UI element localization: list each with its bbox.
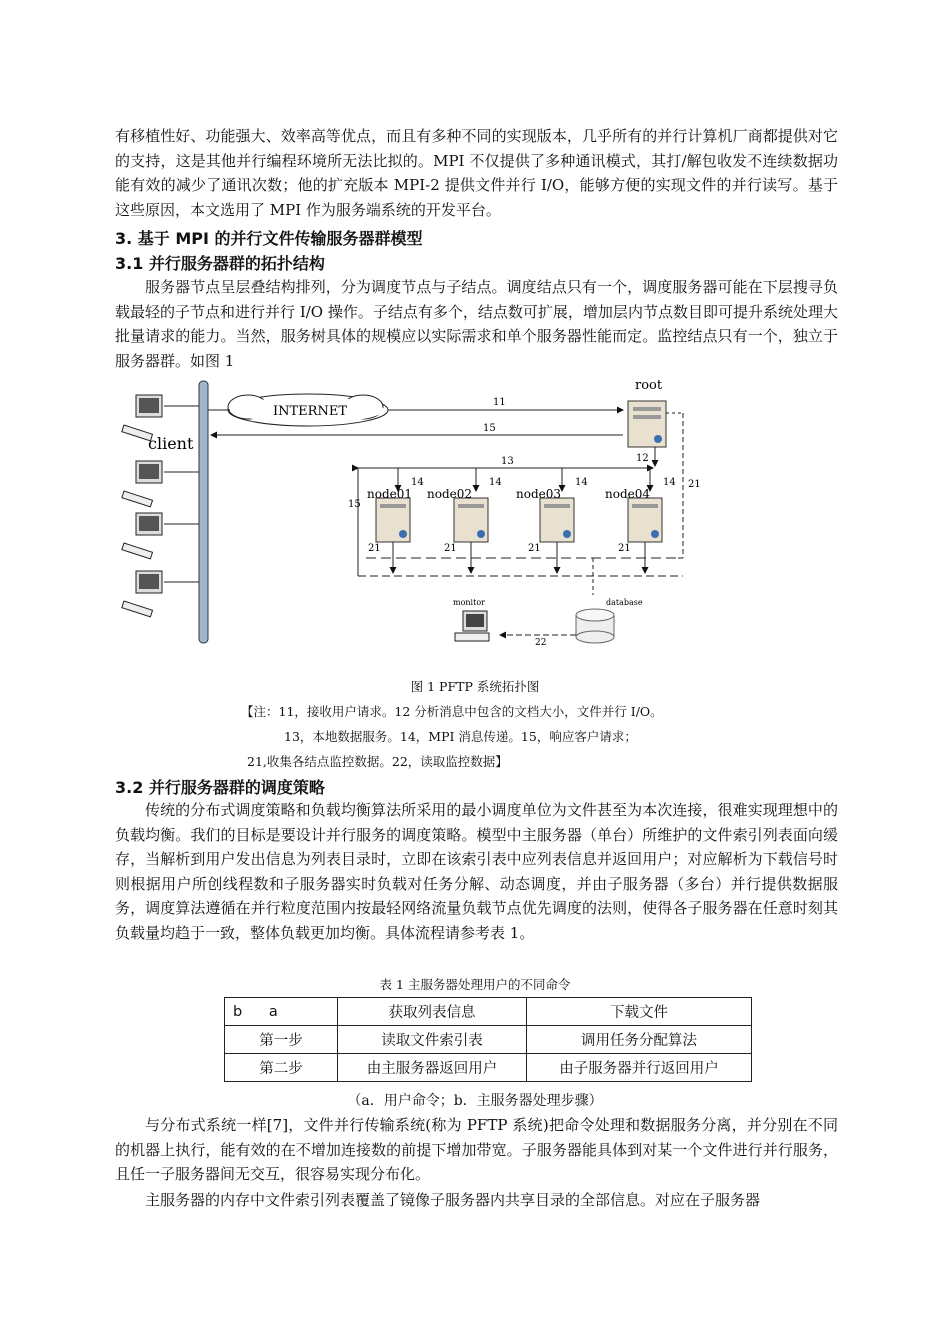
table-col-header: 下载文件 xyxy=(527,998,752,1026)
paragraph-after-table-2: 主服务器的内存中文件索引列表覆盖了镜像子服务器内共享目录的全部信息。对应在子服务器 xyxy=(145,1191,761,1209)
monitor-computer-icon xyxy=(455,611,489,641)
svg-text:15: 15 xyxy=(348,499,361,510)
figure-1-caption: 图 1 PFTP 系统拓扑图 xyxy=(410,679,540,694)
node04-server-icon xyxy=(628,498,662,542)
monitor-label: monitor xyxy=(453,598,485,607)
root-label: root xyxy=(635,378,663,393)
client-computer-icon xyxy=(122,513,162,559)
table-cell: 第二步 xyxy=(225,1054,338,1082)
svg-text:14: 14 xyxy=(411,477,424,488)
svg-text:21: 21 xyxy=(618,543,631,554)
node01-label: node01 xyxy=(367,487,413,501)
figure-note-line-2: 13，本地数据服务。14，MPI 消息传递。15，响应客户请求； xyxy=(284,729,637,744)
client-label: client xyxy=(148,434,194,453)
node01-server-icon xyxy=(376,498,410,542)
network-bus-bar xyxy=(199,381,208,643)
table-corner-cell xyxy=(225,998,338,1026)
client-computer-icon xyxy=(122,461,162,507)
table-cell: 读取文件索引表 xyxy=(338,1026,527,1054)
node04-label: node04 xyxy=(605,487,651,501)
section-3-2-heading: 3.2 并行服务器群的调度策略 xyxy=(115,778,325,797)
table-cell: 由子服务器并行返回用户 xyxy=(527,1054,752,1082)
svg-text:21: 21 xyxy=(688,479,701,490)
table-1-footnote: （a．用户命令；b．主服务器处理步骤） xyxy=(347,1093,603,1109)
section-3-heading: 3. 基于 MPI 的并行文件传输服务器群模型 xyxy=(115,229,423,248)
database-cylinder-icon xyxy=(576,609,614,643)
client-computer-icon xyxy=(122,571,162,617)
table-1-caption: 表 1 主服务器处理用户的不同命令 xyxy=(379,977,571,992)
pftp-topology-figure xyxy=(108,373,708,663)
svg-text:22: 22 xyxy=(535,638,547,648)
internet-label: INTERNET xyxy=(273,404,347,419)
root-server-icon xyxy=(628,401,666,447)
svg-text:12: 12 xyxy=(636,453,649,464)
svg-text:21: 21 xyxy=(528,543,541,554)
table-cell: 调用任务分配算法 xyxy=(527,1026,752,1054)
table-row xyxy=(225,1054,752,1082)
table-row xyxy=(225,1026,752,1054)
table-col-header: 获取列表信息 xyxy=(338,998,527,1026)
section-3-1-heading: 3.1 并行服务器群的拓扑结构 xyxy=(115,254,325,273)
svg-text:21: 21 xyxy=(444,543,457,554)
node03-label: node03 xyxy=(516,487,562,501)
svg-text:21: 21 xyxy=(368,543,381,554)
corner-a: a xyxy=(268,1003,278,1020)
section-3-2-paragraph: 传统的分布式调度策略和负载均衡算法所采用的最小调度单位为文件甚至为本次连接，很难实现理想中的负载均衡。我们的目标是要设计并行服务的调度策略。模型中主服务器（单台）所维护的文件索引列表面向缓存，当解析到用户发出信息为列表目录时，立即在该索引表中应列表信息并返回用户；对应解析为下载信号时则根据用户所创线程数和子服务器实时负载对任务分解、动态调度，并由子服务器（多台）并行提供数据服务，调度算法遵循在并行粒度范围内按最轻网络流量负载节点优先调度的法则，使得各子服务器在任意时刻其负载量均趋于一致，整体负载更加均衡。具体流程请参考表 1。 xyxy=(115,801,838,942)
figure-note-line-3: 21,收集各结点监控数据。22，读取监控数据】 xyxy=(247,754,508,769)
table-cell: 第一步 xyxy=(225,1026,338,1054)
node02-server-icon xyxy=(454,498,488,542)
paragraph-after-table-1: 与分布式系统一样[7]，文件并行传输系统(称为 PFTP 系统)把命令处理和数据服务分离，并分别在不同的机器上执行，能有效的在不增加连接数的前提下增加带宽。子服务器能具体到对某一个文件进行并行服务，且任一子服务器间无交互，很容易实现分布化。 xyxy=(115,1116,838,1184)
intro-paragraph: 有移植性好、功能强大、效率高等优点，而且有多种不同的实现版本，几乎所有的并行计算机厂商都提供对它的支持，这是其他并行编程环境所无法比拟的。MPI 不仅提供了多种通讯模式，其打/解包收发不连续数据功能有效的减少了通讯次数；他的扩充版本 MPI-2 提供文件并行 I/O，能够方便的实现文件的并行读写。基于这些原因，本文选用了 MPI 作为服务端系统的开发平台。 xyxy=(115,127,838,219)
node03-server-icon xyxy=(540,498,574,542)
table-1 xyxy=(224,997,752,1082)
figure-note-line-1: 【注：11，接收用户请求。12 分析消息中包含的文档大小，文件并行 I/O。 xyxy=(241,704,663,719)
corner-b: b xyxy=(233,1003,243,1020)
svg-text:14: 14 xyxy=(575,477,588,488)
table-cell: 由主服务器返回用户 xyxy=(338,1054,527,1082)
svg-text:14: 14 xyxy=(663,477,676,488)
node02-label: node02 xyxy=(427,487,473,501)
svg-text:13: 13 xyxy=(501,456,514,467)
database-label: database xyxy=(606,598,643,607)
section-3-1-paragraph: 服务器节点呈层叠结构排列，分为调度节点与子结点。调度结点只有一个，调度服务器可能在下层搜寻负载最轻的子节点和进行并行 I/O 操作。子结点有多个，结点数可扩展，增加层内节点数目即可提升系统处理大批量请求的能力。当然，服务树具体的规模应以实际需求和单个服务器性能而定。监控结点只有一个，独立于服务器群。如图 1 xyxy=(115,278,838,370)
svg-text:15: 15 xyxy=(483,423,496,434)
svg-text:14: 14 xyxy=(489,477,502,488)
table-header-row xyxy=(225,998,752,1026)
svg-text:11: 11 xyxy=(493,397,506,408)
